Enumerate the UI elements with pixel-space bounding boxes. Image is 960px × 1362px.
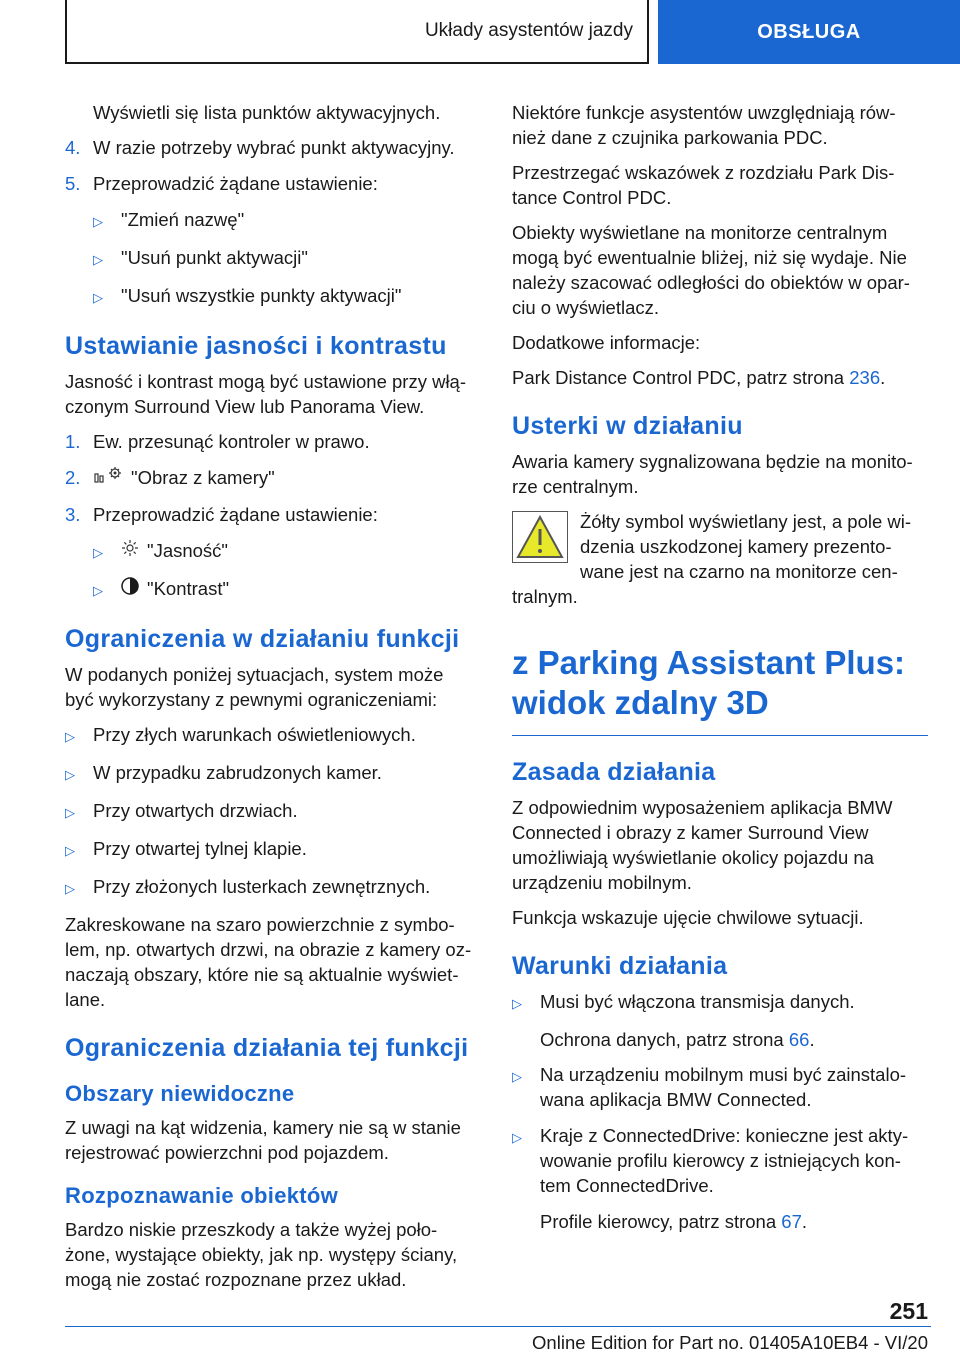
bullet-icon: ▷ bbox=[65, 729, 75, 744]
bullet-icon: ▷ bbox=[93, 252, 103, 267]
list-item: ▷ "Usuń punkt aktywacji" bbox=[93, 245, 477, 272]
paragraph: Obiekty wyświetlane na monitorze centralnym mogą być ewentualnie bliżej, niż się wydaje. Nie należy szacować odległości do obiektów w opar-ciu o wyświetlacz. bbox=[512, 222, 910, 318]
list-item: ▷ "Jasność" bbox=[93, 538, 477, 565]
footer-divider bbox=[65, 1326, 931, 1327]
header-chapter-tab[interactable] bbox=[658, 0, 960, 64]
list-item: ▷ Przy złych warunkach oświetleniowych. bbox=[65, 722, 477, 749]
list-item: ▷ "Kontrast" bbox=[93, 576, 477, 603]
list-item: 2. "Obraz z kamery" bbox=[65, 465, 477, 491]
list-item: ▷ Przy otwartych drzwiach. bbox=[65, 798, 477, 825]
brightness-icon bbox=[121, 538, 139, 565]
subsection-heading: Rozpoznawanie obiektów bbox=[65, 1183, 339, 1208]
warning-triangle-icon bbox=[512, 511, 568, 568]
section-heading: Ograniczenia w działaniu funkcji bbox=[65, 625, 460, 653]
paragraph: Wyświetli się lista punktów aktywacyjnych. bbox=[93, 102, 441, 123]
warning-note bbox=[512, 509, 928, 619]
section-heading: Warunki działania bbox=[512, 952, 728, 980]
chapter-heading: z Parking Assistant Plus: widok zdalny 3D bbox=[512, 644, 906, 721]
section-heading: Ustawianie jasności i kontrastu bbox=[65, 332, 447, 360]
paragraph: Awaria kamery sygnalizowana będzie na monito-rze centralnym. bbox=[512, 451, 913, 497]
divider bbox=[512, 735, 928, 736]
section-heading: Zasada działania bbox=[512, 758, 716, 786]
section-heading: Ograniczenia działania tej funkcji bbox=[65, 1034, 469, 1062]
footer-edition: Online Edition for Part no. 01405A10EB4 - VI/20 bbox=[532, 1332, 928, 1353]
paragraph: Z uwagi na kąt widzenia, kamery nie są w stanie rejestrować powierzchni pod pojazdem. bbox=[65, 1117, 461, 1163]
section-title: Układy asystentów jazdy bbox=[424, 20, 633, 41]
paragraph: Park Distance Control PDC, patrz strona 236. bbox=[512, 367, 886, 388]
list-item: ▷ Przy otwartej tylnej klapie. bbox=[65, 836, 477, 863]
camera-settings-icon bbox=[93, 465, 123, 491]
list-item: ▷ Musi być włączona transmisja danych. bbox=[512, 989, 928, 1016]
bullet-icon: ▷ bbox=[512, 1130, 522, 1145]
paragraph: Profile kierowcy, patrz strona 67. bbox=[540, 1211, 807, 1232]
subsection-heading: Obszary niewidoczne bbox=[65, 1081, 295, 1106]
paragraph: Przestrzegać wskazówek z rozdziału Park Dis-tance Control PDC. bbox=[512, 162, 895, 208]
list-item: 5. Przeprowadzić żądane ustawienie: bbox=[65, 173, 378, 194]
paragraph: Jasność i kontrast mogą być ustawione przy włą-czonym Surround View lub Panorama View. bbox=[65, 371, 467, 417]
list-item: ▷ "Zmień nazwę" bbox=[93, 207, 477, 234]
left-column bbox=[65, 100, 477, 1302]
chapter-title: OBSŁUGA bbox=[757, 20, 861, 43]
bullet-icon: ▷ bbox=[65, 805, 75, 820]
paragraph: Ochrona danych, patrz strona 66. bbox=[540, 1029, 815, 1050]
bullet-icon: ▷ bbox=[93, 583, 103, 598]
page-link[interactable]: 236 bbox=[849, 367, 881, 388]
section-heading: Usterki w działaniu bbox=[512, 412, 743, 440]
list-item: 1. Ew. przesunąć kontroler w prawo. bbox=[65, 431, 370, 452]
page-link[interactable]: 66 bbox=[788, 1029, 810, 1050]
paragraph: Żółty symbol wyświetlany jest, a pole wi-dzenia uszkodzonej kamery prezento-wane jest na czarno na monitorze cen-tralnym. bbox=[512, 511, 912, 607]
bullet-icon: ▷ bbox=[65, 843, 75, 858]
paragraph: Dodatkowe informacje: bbox=[512, 332, 701, 353]
page-number: 251 bbox=[889, 1298, 928, 1324]
list-item: ▷ Na urządzeniu mobilnym musi być zainstalo-wana aplikacja BMW Connected. bbox=[512, 1064, 907, 1110]
header-section-title bbox=[65, 0, 649, 64]
paragraph: Funkcja wskazuje ujęcie chwilowe sytuacji. bbox=[512, 907, 864, 928]
paragraph: W podanych poniżej sytuacjach, system może być wykorzystany z pewnymi ograniczeniami: bbox=[65, 664, 444, 710]
list-item: ▷ "Usuń wszystkie punkty aktywacji" bbox=[93, 283, 477, 310]
list-item: 4. W razie potrzeby wybrać punkt aktywacyjny. bbox=[65, 137, 455, 158]
paragraph: Niektóre funkcje asystentów uwzględniają rów-nież dane z czujnika parkowania PDC. bbox=[512, 102, 896, 148]
bullet-icon: ▷ bbox=[93, 545, 103, 560]
list-item: ▷ W przypadku zabrudzonych kamer. bbox=[65, 760, 477, 787]
paragraph: Bardzo niskie przeszkody a także wyżej poło-żone, wystające obiekty, jak np. występy ściany, mogą nie zostać rozpoznane przez układ. bbox=[65, 1219, 458, 1290]
list-item: 3. Przeprowadzić żądane ustawienie: bbox=[65, 504, 378, 525]
paragraph: Zakreskowane na szaro powierzchnie z symbo-lem, np. otwartych drzwi, na obrazie z kamery oz-naczają obszary, które nie są aktualnie wyświet-lane. bbox=[65, 914, 472, 1010]
page-link[interactable]: 67 bbox=[781, 1211, 802, 1232]
bullet-icon: ▷ bbox=[65, 767, 75, 782]
bullet-icon: ▷ bbox=[512, 1069, 522, 1084]
paragraph: Z odpowiednim wyposażeniem aplikacja BMW Connected i obrazy z kamer Surround View umożliwiają wyświetlanie okolicy pojazdu na urządzeniu mobilnym. bbox=[512, 797, 893, 893]
bullet-icon: ▷ bbox=[512, 996, 522, 1011]
contrast-icon bbox=[121, 576, 139, 603]
bullet-icon: ▷ bbox=[93, 214, 103, 229]
list-item: ▷ Kraje z ConnectedDrive: konieczne jest akty-wowanie profilu kierowcy z istniejących kon-tem ConnectedDrive. bbox=[512, 1125, 909, 1196]
list-item: ▷ Przy złożonych lusterkach zewnętrznych. bbox=[65, 874, 477, 901]
bullet-icon: ▷ bbox=[65, 881, 75, 896]
right-column bbox=[512, 100, 928, 1244]
bullet-icon: ▷ bbox=[93, 290, 103, 305]
